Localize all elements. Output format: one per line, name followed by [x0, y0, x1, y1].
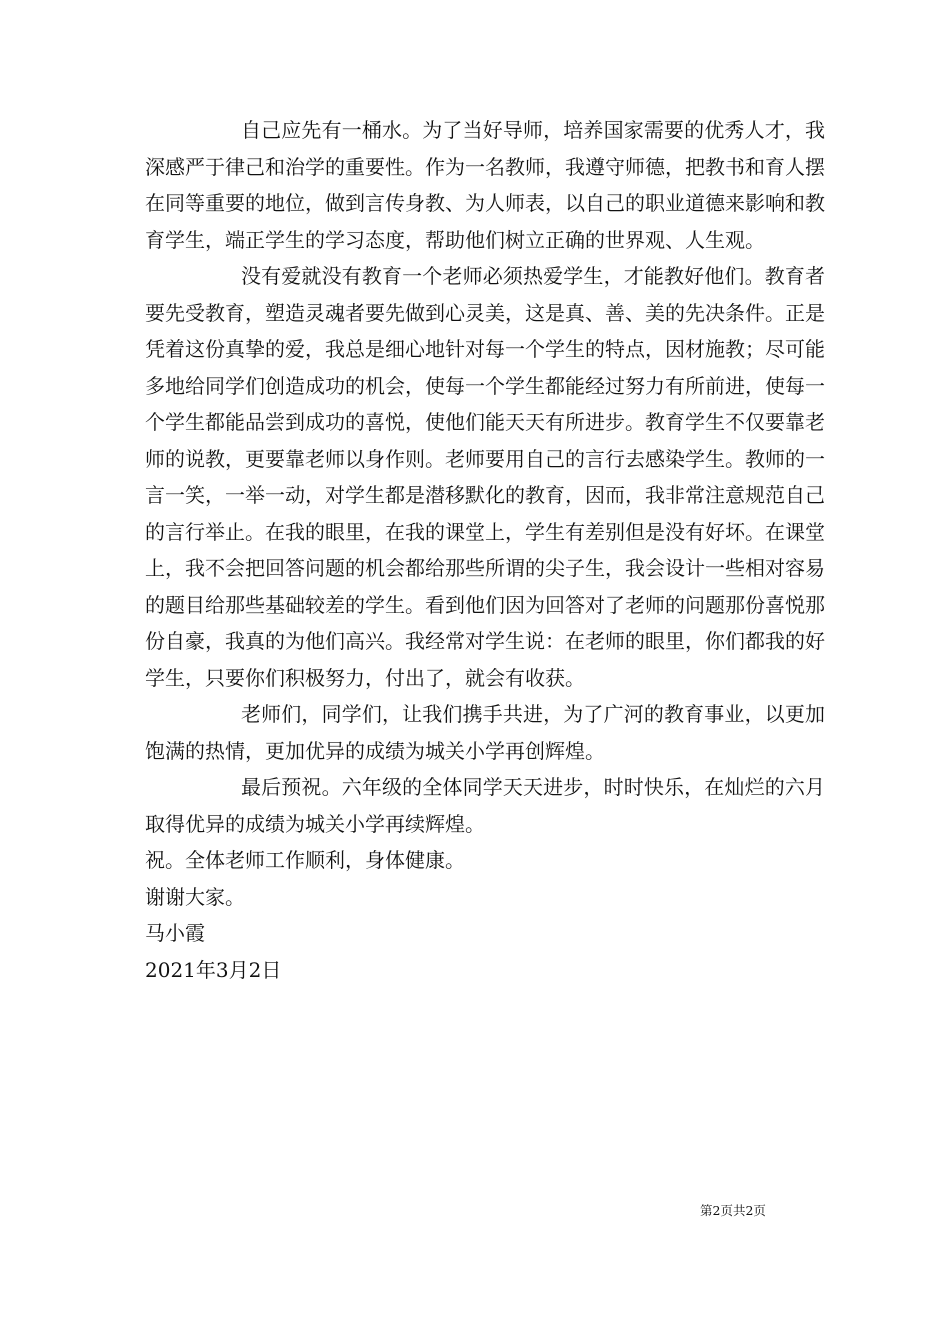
paragraph-2: 没有爱就没有教育一个老师必须热爱学生，才能教好他们。教育者要先受教育，塑造灵魂者要先做到心灵美，这是真、善、美的先决条件。正是凭着这份真挚的爱，我总是细心地针对每一个学生的特点，因材施教；尽可能多地给同学们创造成功的机会，使每一个学生都能经过努力有所前进，使每一个学生都能品尝到成功的喜悦，使他们能天天有所进步。教育学生不仅要靠老师的说教，更要靠老师以身作则。老师要用自己的言行去感染学生。教师的一言一笑，一举一动，对学生都是潜移默化的教育，因而，我非常注意规范自己的言行举止。在我的眼里，在我的课堂上，学生有差别但是没有好坏。在课堂上，我不会把回答问题的机会都给那些所谓的尖子生，我会设计一些相对容易的题目给那些基础较差的学生。看到他们因为回答对了老师的问题那份喜悦那份自豪，我真的为他们高兴。我经常对学生说：在老师的眼里，你们都我的好学生，只要你们积极努力，付出了，就会有收获。 [145, 264, 825, 690]
paragraph-3: 老师们，同学们，让我们携手共进，为了广河的教育事业，以更加饱满的热情，更加优异的成绩为城关小学再创辉煌。 [145, 702, 825, 763]
page-number-footer: 第2页共2页 [700, 1203, 766, 1218]
closing-wish: 祝。全体老师工作顺利，身体健康。 [145, 848, 465, 872]
closing-thanks: 谢谢大家。 [145, 884, 245, 909]
document-body [145, 112, 825, 988]
paragraph-1: 自己应先有一桶水。为了当好导师，培养国家需要的优秀人才，我深感严于律己和治学的重要性。作为一名教师，我遵守师德，把教书和育人摆在同等重要的地位，做到言传身教、为人师表，以自己的职业道德来影响和教育学生，端正学生的学习态度，帮助他们树立正确的世界观、人生观。 [145, 118, 825, 252]
signature: 马小霞 [145, 921, 205, 945]
date: 2021年3月2日 [145, 957, 282, 982]
paragraph-4: 最后预祝。六年级的全体同学天天进步，时时快乐，在灿烂的六月取得优异的成绩为城关小学再续辉煌。 [145, 775, 825, 836]
